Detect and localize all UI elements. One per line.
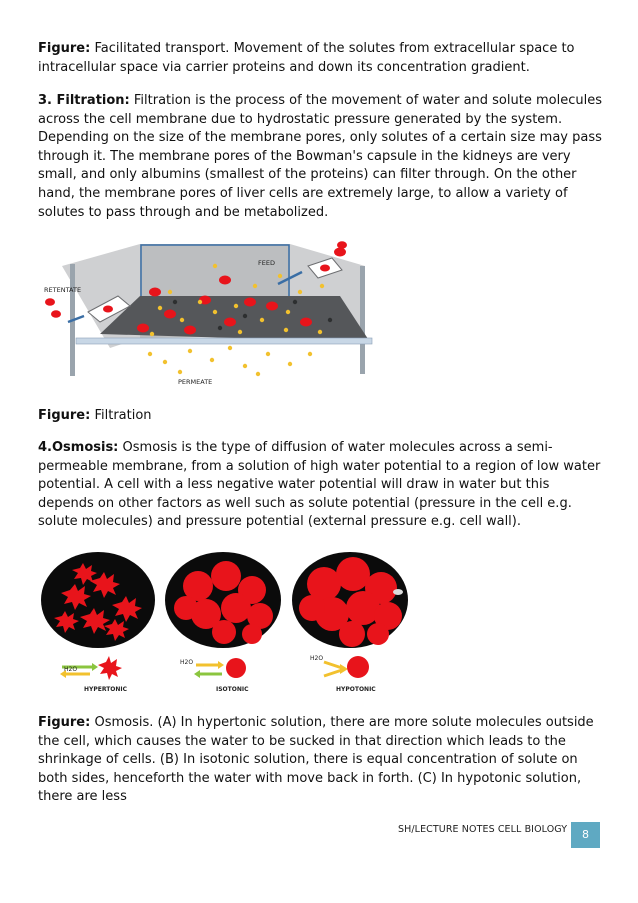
permeate-label: PERMEATE (178, 378, 213, 386)
h2o-label: H2O (180, 659, 194, 666)
hypertonic-label: HYPERTONIC (84, 686, 128, 693)
hypotonic-arrows (324, 656, 369, 678)
section-osmosis (38, 439, 604, 532)
footer-course-title: SH/LECTURE NOTES CELL BIOLOGY (398, 824, 568, 835)
section-heading: 3. Filtration: (38, 93, 130, 108)
figure-caption-filtration (38, 407, 604, 426)
hypertonic-cell-panel (41, 552, 155, 648)
caption-text: Osmosis. (A) In hypertonic solution, there are more solute molecules outside the cell, which causes the water to be sucked in that direction which leads to the shrinkage of cells. (B) In isotonic solution, there is equal concentration of solute on both sides, henceforth the water with move back in forth. (C) In hypotonic solution, there are less (38, 715, 594, 805)
section-body: Osmosis is the type of diffusion of water molecules across a semi- permeable membrane, from a solution of high water potential to a region of low water potential. A cell with a less negative water potential will draw in water but this depends on other factors as well such as solute potential (pressure in the cell e.g. solute molecules) and pressure potential (external pressure e.g. cell wall). (38, 440, 601, 530)
figure-caption-facilitated-transport (38, 40, 604, 77)
caption-text: Facilitated transport. Movement of the solutes from extracellular space to intracellular space via carrier proteins and down its concentration gradient. (38, 41, 575, 75)
caption-text: Filtration (90, 408, 152, 423)
section-body: Filtration is the process of the movement of water and solute molecules across the cell membrane due to hydrostatic pressure generated by the system. Depending on the size of the membrane pores, only solutes of a certain size may pass through it. The membrane pores of the Bowman's capsule in the kidneys are very small, and only albumins (smallest of the proteins) can filter through. On the other hand, the membrane pores of liver cells are extremely large, to allow a variety of solutes to pass through and be metabolized. (38, 93, 602, 220)
isotonic-label: ISOTONIC (216, 686, 249, 693)
hypotonic-label: HYPOTONIC (336, 686, 376, 693)
section-heading: 4.Osmosis: (38, 440, 119, 455)
osmosis-diagram (40, 550, 420, 698)
page-number: 8 (571, 822, 600, 848)
membrane-support (76, 338, 372, 344)
h2o-label: H2O (64, 666, 78, 673)
caption-label: Figure: (38, 715, 91, 730)
filtration-diagram (40, 236, 380, 396)
isotonic-cell-panel (165, 552, 281, 648)
hypotonic-cell-panel (292, 552, 408, 648)
feed-label: FEED (258, 259, 275, 267)
burst-point (393, 589, 403, 595)
section-filtration (38, 92, 604, 222)
retentate-label: RETENTATE (44, 286, 82, 294)
caption-label: Figure: (38, 41, 91, 56)
isotonic-arrows (194, 658, 246, 678)
right-post (360, 266, 365, 374)
h2o-label: H2O (310, 655, 324, 662)
figure-caption-osmosis (38, 714, 604, 807)
caption-label: Figure: (38, 408, 91, 423)
